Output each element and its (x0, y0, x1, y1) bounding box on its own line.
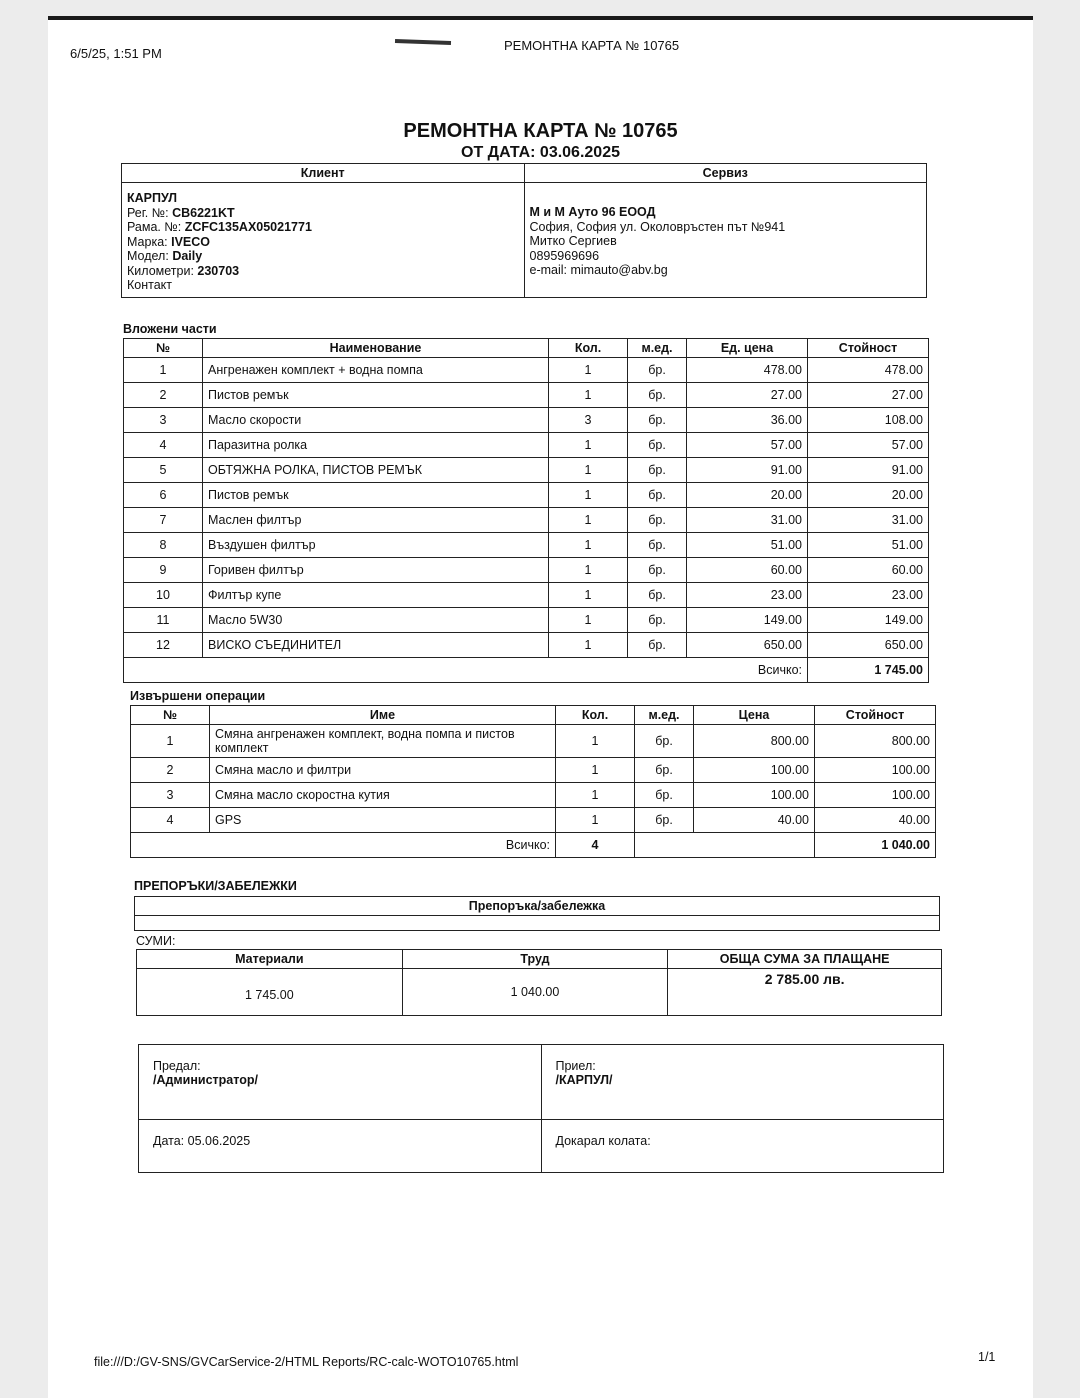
part-cell-qty: 1 (549, 633, 628, 658)
service-header: Сервиз (524, 164, 927, 183)
footer-path: file:///D:/GV-SNS/GVCarService-2/HTML Reports/RC-calc-WOTO10765.html (94, 1355, 519, 1369)
op-cell-unit: бр. (635, 808, 694, 833)
part-cell-name: Масло 5W30 (203, 608, 549, 633)
scan-edge (48, 16, 1033, 20)
ops-col-name: Име (210, 706, 556, 725)
part-cell-unit: бр. (628, 508, 687, 533)
part-cell-unit: бр. (628, 533, 687, 558)
sums-label: СУМИ: (136, 934, 176, 948)
sums-table (136, 949, 942, 1016)
op-row (131, 758, 936, 783)
ops-col-qty: Кол. (556, 706, 635, 725)
sums-grand-header: ОБЩА СУМА ЗА ПЛАЩАНЕ (668, 950, 942, 969)
ops-total-value: 1 040.00 (815, 833, 936, 858)
part-cell-price: 91.00 (687, 458, 808, 483)
sums-grand-value: 2 785.00 лв. (668, 969, 942, 1016)
op-cell-no: 2 (131, 758, 210, 783)
parts-col-qty: Кол. (549, 339, 628, 358)
op-cell-name: Смяна масло и филтри (210, 758, 556, 783)
part-cell-no: 10 (124, 583, 203, 608)
op-cell-no: 4 (131, 808, 210, 833)
parts-table (123, 338, 929, 683)
part-cell-name: Горивен филтър (203, 558, 549, 583)
op-cell-qty: 1 (556, 783, 635, 808)
ops-total-qty: 4 (556, 833, 635, 858)
sums-labor-header: Труд (402, 950, 668, 969)
part-cell-qty: 3 (549, 408, 628, 433)
part-cell-total: 108.00 (808, 408, 929, 433)
handed-label: Предал: (153, 1059, 201, 1073)
ops-col-no: № (131, 706, 210, 725)
part-cell-total: 60.00 (808, 558, 929, 583)
brought-cell (541, 1120, 944, 1173)
part-cell-qty: 1 (549, 558, 628, 583)
document-page (48, 16, 1033, 1398)
page-subtitle: ОТ ДАТА: 03.06.2025 (461, 144, 620, 161)
recommendations-body (135, 916, 940, 931)
part-cell-total: 23.00 (808, 583, 929, 608)
part-cell-qty: 1 (549, 508, 628, 533)
client-km: Километри: 230703 (127, 263, 240, 278)
part-cell-unit: бр. (628, 458, 687, 483)
client-make: Марка: IVECO (127, 234, 211, 249)
parts-col-unit: м.ед. (628, 339, 687, 358)
op-row (131, 783, 936, 808)
ops-col-price: Цена (694, 706, 815, 725)
part-cell-price: 60.00 (687, 558, 808, 583)
part-row (124, 383, 929, 408)
service-email: e-mail: mimauto@abv.bg (529, 263, 668, 277)
part-row (124, 358, 929, 383)
part-cell-no: 12 (124, 633, 203, 658)
print-datetime: 6/5/25, 1:51 PM (70, 46, 162, 61)
part-cell-total: 91.00 (808, 458, 929, 483)
recommendations-label: ПРЕПОРЪКИ/ЗАБЕЛЕЖКИ (134, 879, 297, 893)
op-cell-total: 800.00 (815, 725, 936, 758)
part-row (124, 608, 929, 633)
parts-total-label: Всичко: (124, 658, 808, 683)
part-cell-price: 51.00 (687, 533, 808, 558)
operations-label: Извършени операции (130, 689, 266, 703)
part-cell-unit: бр. (628, 358, 687, 383)
part-cell-qty: 1 (549, 583, 628, 608)
op-cell-price: 100.00 (694, 783, 815, 808)
part-cell-no: 4 (124, 433, 203, 458)
recommendations-header: Препоръка/забележка (135, 897, 940, 916)
op-cell-price: 40.00 (694, 808, 815, 833)
service-info (524, 183, 927, 298)
part-cell-total: 27.00 (808, 383, 929, 408)
sums-materials-value: 1 745.00 (137, 969, 403, 1016)
part-cell-total: 650.00 (808, 633, 929, 658)
part-cell-name: Филтър купе (203, 583, 549, 608)
ops-total-empty (635, 833, 815, 858)
part-cell-name: ОБТЯЖНА РОЛКА, ПИСТОВ РЕМЪК (203, 458, 549, 483)
handed-cell (139, 1045, 542, 1120)
part-cell-qty: 1 (549, 358, 628, 383)
part-cell-no: 7 (124, 508, 203, 533)
op-cell-name: Смяна масло скоростна кутия (210, 783, 556, 808)
part-cell-no: 9 (124, 558, 203, 583)
part-cell-price: 36.00 (687, 408, 808, 433)
op-cell-qty: 1 (556, 725, 635, 758)
ops-col-total: Стойност (815, 706, 936, 725)
part-cell-unit: бр. (628, 483, 687, 508)
part-cell-no: 6 (124, 483, 203, 508)
received-value: /КАРПУЛ/ (555, 1073, 613, 1087)
part-cell-unit: бр. (628, 383, 687, 408)
handed-value: /Администратор/ (153, 1073, 258, 1087)
part-cell-total: 57.00 (808, 433, 929, 458)
service-name: М и М Ауто 96 ЕООД (529, 205, 656, 219)
part-cell-qty: 1 (549, 533, 628, 558)
op-cell-qty: 1 (556, 758, 635, 783)
part-row (124, 533, 929, 558)
part-cell-price: 149.00 (687, 608, 808, 633)
service-person: Митко Сергиев (529, 234, 617, 248)
part-cell-name: Масло скорости (203, 408, 549, 433)
part-cell-no: 8 (124, 533, 203, 558)
op-cell-name: GPS (210, 808, 556, 833)
op-row (131, 808, 936, 833)
client-reg: Рег. №: CB6221KT (127, 205, 235, 220)
part-row (124, 408, 929, 433)
part-cell-price: 20.00 (687, 483, 808, 508)
print-header-title: РЕМОНТНА КАРТА № 10765 (504, 38, 680, 53)
footer-page-number: 1/1 (978, 1350, 996, 1364)
op-cell-name: Смяна ангренажен комплект, водна помпа и пистов комплект (210, 725, 556, 758)
client-model: Модел: Daily (127, 249, 203, 263)
parts-col-total: Стойност (808, 339, 929, 358)
part-row (124, 558, 929, 583)
brought-label: Докарал колата: (555, 1134, 651, 1148)
part-row (124, 633, 929, 658)
recommendations-table (134, 896, 940, 931)
part-cell-price: 31.00 (687, 508, 808, 533)
page-title: РЕМОНТНА КАРТА № 10765 (403, 120, 678, 142)
received-cell (541, 1045, 944, 1120)
part-cell-name: Пистов ремък (203, 383, 549, 408)
part-cell-no: 1 (124, 358, 203, 383)
op-cell-no: 3 (131, 783, 210, 808)
received-label: Приел: (555, 1059, 596, 1073)
part-cell-total: 20.00 (808, 483, 929, 508)
part-cell-no: 3 (124, 408, 203, 433)
part-cell-unit: бр. (628, 608, 687, 633)
part-cell-unit: бр. (628, 583, 687, 608)
part-cell-no: 2 (124, 383, 203, 408)
part-cell-qty: 1 (549, 458, 628, 483)
part-cell-total: 31.00 (808, 508, 929, 533)
operations-table (130, 705, 936, 858)
part-cell-name: Паразитна ролка (203, 433, 549, 458)
scan-mark (395, 39, 451, 45)
part-row (124, 583, 929, 608)
part-cell-total: 149.00 (808, 608, 929, 633)
part-cell-name: Ангренажен комплект + водна помпа (203, 358, 549, 383)
op-cell-unit: бр. (635, 783, 694, 808)
part-cell-total: 51.00 (808, 533, 929, 558)
client-frame: Рама. №: ZCFC135AX05021771 (127, 220, 312, 234)
signatures-table (138, 1044, 944, 1173)
op-cell-total: 100.00 (815, 783, 936, 808)
op-row (131, 725, 936, 758)
service-phone: 0895969696 (529, 248, 600, 263)
signature-date: Дата: 05.06.2025 (153, 1134, 251, 1148)
op-cell-qty: 1 (556, 808, 635, 833)
part-cell-price: 57.00 (687, 433, 808, 458)
parts-col-no: № (124, 339, 203, 358)
part-row (124, 458, 929, 483)
op-cell-total: 40.00 (815, 808, 936, 833)
part-cell-price: 650.00 (687, 633, 808, 658)
part-cell-unit: бр. (628, 558, 687, 583)
part-cell-qty: 1 (549, 383, 628, 408)
op-cell-total: 100.00 (815, 758, 936, 783)
part-cell-total: 478.00 (808, 358, 929, 383)
sums-labor-value: 1 040.00 (402, 969, 668, 1016)
client-contact: Контакт (127, 278, 173, 292)
parts-total-value: 1 745.00 (808, 658, 929, 683)
part-cell-name: Маслен филтър (203, 508, 549, 533)
part-cell-unit: бр. (628, 408, 687, 433)
part-cell-name: Въздушен филтър (203, 533, 549, 558)
part-cell-price: 23.00 (687, 583, 808, 608)
client-name: КАРПУЛ (127, 191, 178, 205)
ops-total-label: Всичко: (131, 833, 556, 858)
part-row (124, 433, 929, 458)
parts-col-name: Наименование (203, 339, 549, 358)
date-cell (139, 1120, 542, 1173)
op-cell-price: 100.00 (694, 758, 815, 783)
part-cell-price: 27.00 (687, 383, 808, 408)
parts-label: Вложени части (123, 322, 217, 336)
part-cell-name: ВИСКО СЪЕДИНИТЕЛ (203, 633, 549, 658)
part-cell-qty: 1 (549, 433, 628, 458)
part-cell-name: Пистов ремък (203, 483, 549, 508)
part-cell-price: 478.00 (687, 358, 808, 383)
part-cell-no: 11 (124, 608, 203, 633)
part-cell-unit: бр. (628, 633, 687, 658)
part-cell-no: 5 (124, 458, 203, 483)
sums-materials-header: Материали (137, 950, 403, 969)
op-cell-unit: бр. (635, 725, 694, 758)
parts-col-price: Ед. цена (687, 339, 808, 358)
service-address: София, София ул. Околовръстен път №941 (529, 219, 786, 234)
op-cell-no: 1 (131, 725, 210, 758)
part-cell-qty: 1 (549, 608, 628, 633)
client-header: Клиент (122, 164, 525, 183)
client-service-table (121, 163, 927, 298)
part-row (124, 483, 929, 508)
op-cell-unit: бр. (635, 758, 694, 783)
part-row (124, 508, 929, 533)
op-cell-price: 800.00 (694, 725, 815, 758)
client-info (122, 183, 525, 298)
part-cell-qty: 1 (549, 483, 628, 508)
ops-col-unit: м.ед. (635, 706, 694, 725)
part-cell-unit: бр. (628, 433, 687, 458)
